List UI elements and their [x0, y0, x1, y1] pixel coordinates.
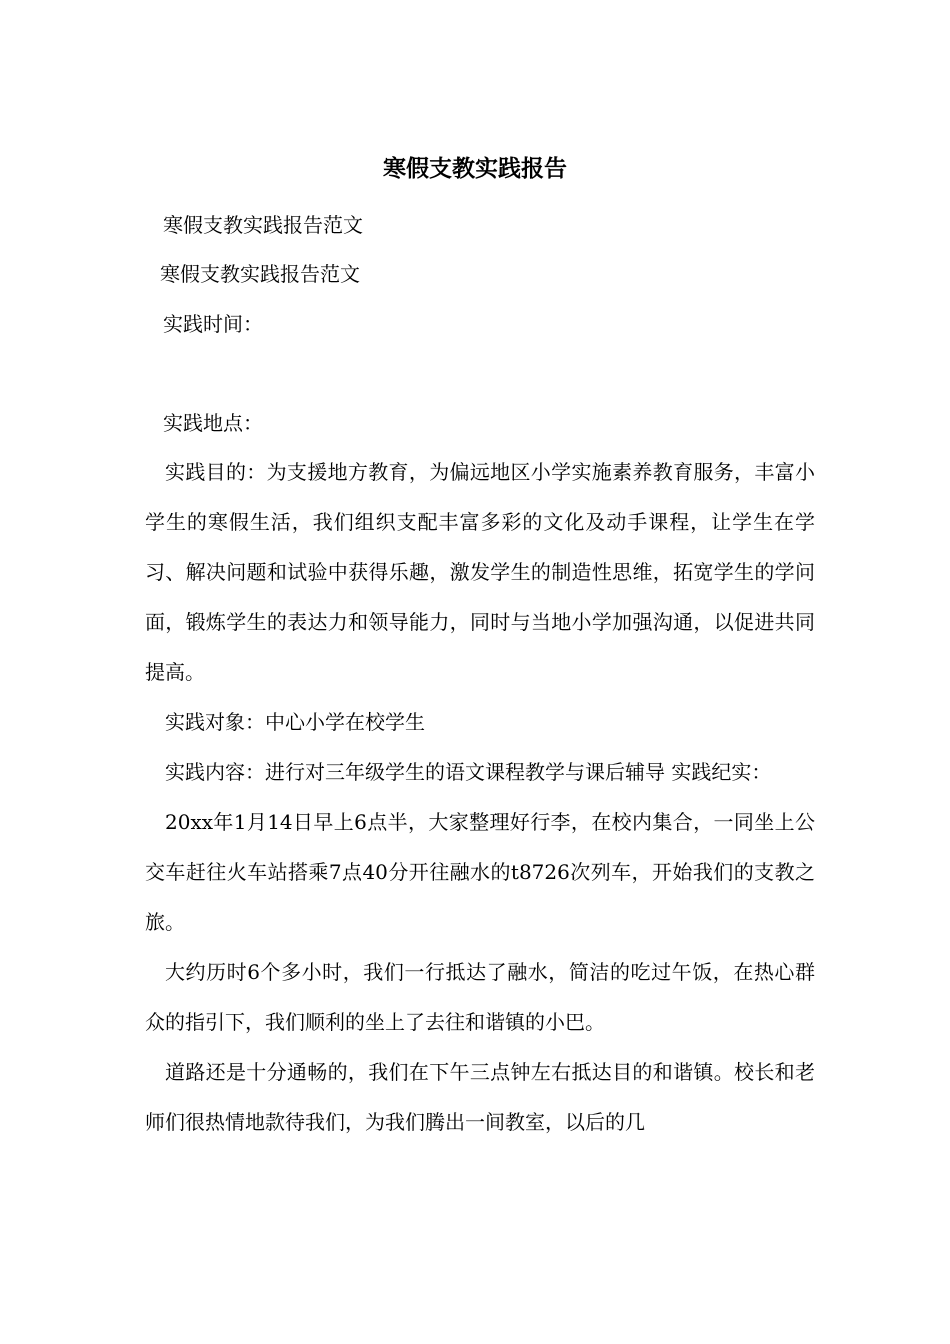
document-title: 寒假支教实践报告 [383, 155, 567, 182]
paragraph-welcome: 道路还是十分通畅的，我们在下午三点钟左右抵达目的和谐镇。校长和老师们很热情地款待我们，为我们腾出一间教室，以后的几 [145, 1060, 815, 1134]
report-body [145, 447, 815, 1147]
paragraph-arrival: 大约历时6个多小时，我们一行抵达了融水，简洁的吃过午饭，在热心群众的指引下，我们顺利的坐上了去往和谐镇的小巴。 [145, 960, 815, 1034]
practice-time-label: 实践时间： [163, 312, 263, 336]
paragraph-departure: 20xx年1月14日早上6点半，大家整理好行李，在校内集合，一同坐上公交车赶往火车站搭乘7点40分开往融水的t8726次列车，开始我们的支教之旅。 [145, 810, 815, 934]
paragraph-content: 实践内容：进行对三年级学生的语文课程教学与课后辅导 实践纪实： [165, 760, 772, 784]
subtitle-line-1: 寒假支教实践报告范文 [163, 213, 363, 237]
paragraph-purpose: 实践目的：为支援地方教育，为偏远地区小学实施素养教育服务，丰富小学生的寒假生活，我们组织支配丰富多彩的文化及动手课程，让学生在学习、解决问题和试验中获得乐趣，激发学生的制造性思维，拓宽学生的学问面，锻炼学生的表达力和领导能力，同时与当地小学加强沟通，以促进共同提高。 [145, 460, 815, 684]
practice-place-label: 实践地点： [163, 411, 263, 435]
paragraph-target: 实践对象：中心小学在校学生 [165, 710, 425, 734]
subtitle-line-2: 寒假支教实践报告范文 [160, 262, 360, 286]
